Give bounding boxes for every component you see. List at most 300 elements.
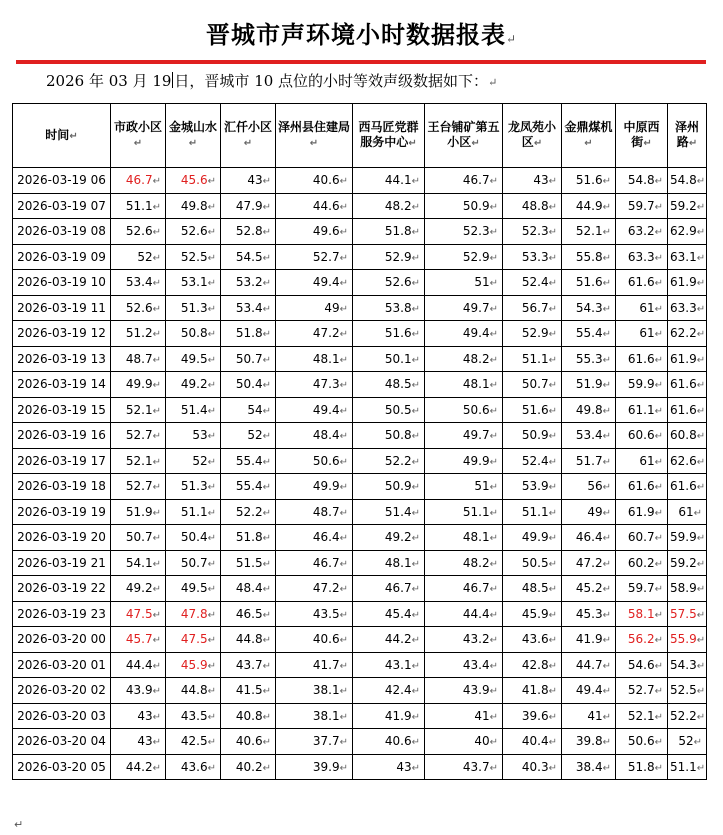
value-text: 49.2	[384, 530, 412, 545]
value-text: 50.9	[384, 479, 412, 494]
value-text: 49	[587, 504, 603, 519]
value-text: 52.1	[125, 402, 153, 417]
value-text: 55.9	[670, 632, 697, 647]
value-text: 45.7	[125, 632, 153, 647]
cell-mark-icon: ↵	[489, 737, 498, 749]
value-text: 44.8	[180, 683, 208, 698]
value-text: 52.6	[180, 224, 208, 239]
value-text: 51	[474, 479, 490, 494]
cell-mark-icon: ↵	[207, 405, 216, 417]
value-text: 51.1	[670, 759, 697, 774]
value-text: 52.7	[312, 249, 340, 264]
cell-mark-icon: ↵	[262, 762, 271, 774]
value-text: 45.3	[575, 606, 603, 621]
column-header-label: 西马匠党群服务中心	[358, 120, 419, 149]
cell-mark-icon: ↵	[548, 507, 557, 519]
value-text: 49.9	[462, 453, 490, 468]
cell-mark-icon: ↵	[207, 278, 216, 290]
value-cell	[425, 754, 503, 780]
value-text: 50.5	[384, 402, 412, 417]
value-text: 51.1	[462, 504, 490, 519]
value-text: 43.1	[384, 657, 412, 672]
value-text: 63.3	[670, 300, 697, 315]
value-text: 55.8	[575, 249, 603, 264]
value-cell	[276, 601, 353, 627]
value-text: 43	[137, 734, 153, 749]
cell-mark-icon: ↵	[411, 201, 420, 213]
cell-mark-icon: ↵	[602, 660, 611, 672]
cell-mark-icon: ↵	[339, 405, 348, 417]
value-cell	[503, 295, 562, 321]
value-cell	[562, 448, 616, 474]
value-text: 43.7	[235, 657, 263, 672]
table-row	[13, 372, 707, 398]
value-cell	[111, 576, 166, 602]
value-text: 54.8	[670, 173, 697, 188]
value-cell	[616, 372, 668, 398]
value-cell	[166, 525, 221, 551]
value-cell	[562, 397, 616, 423]
value-text: 48.4	[312, 428, 340, 443]
cell-mark-icon: ↵	[489, 660, 498, 672]
value-cell	[503, 729, 562, 755]
value-cell	[111, 525, 166, 551]
column-header	[13, 104, 111, 168]
cell-mark-icon: ↵	[152, 380, 161, 392]
value-text: 51.9	[125, 504, 153, 519]
value-cell	[668, 525, 707, 551]
value-cell	[503, 397, 562, 423]
cell-mark-icon: ↵	[696, 227, 706, 239]
table-row	[13, 652, 707, 678]
cell-mark-icon: ↵	[602, 456, 611, 468]
time-cell: 2026-03-19 20	[13, 525, 111, 551]
value-cell	[111, 474, 166, 500]
cell-mark-icon: ↵	[489, 278, 498, 290]
table-row	[13, 270, 707, 296]
value-cell	[425, 295, 503, 321]
cell-mark-icon: ↵	[207, 201, 216, 213]
value-text: 51.8	[235, 326, 263, 341]
cell-mark-icon: ↵	[339, 380, 348, 392]
cell-mark-icon: ↵	[602, 482, 611, 494]
value-text: 54.3	[575, 300, 603, 315]
cell-mark-icon: ↵	[654, 507, 663, 519]
value-text: 51.3	[180, 300, 208, 315]
cell-mark-icon: ↵	[309, 138, 319, 149]
value-text: 61.6	[670, 402, 697, 417]
cell-mark-icon: ↵	[489, 354, 498, 366]
value-text: 52.9	[521, 326, 549, 341]
cell-mark-icon: ↵	[339, 431, 348, 443]
value-text: 46.7	[462, 581, 490, 596]
cell-mark-icon: ↵	[411, 354, 420, 366]
cell-mark-icon: ↵	[548, 431, 557, 443]
value-text: 48.2	[384, 198, 412, 213]
cell-mark-icon: ↵	[654, 405, 663, 417]
cell-mark-icon: ↵	[262, 711, 271, 723]
cell-mark-icon: ↵	[602, 227, 611, 239]
value-cell	[668, 168, 707, 194]
value-cell	[668, 321, 707, 347]
value-text: 48.1	[384, 555, 412, 570]
value-cell	[166, 652, 221, 678]
cell-mark-icon: ↵	[339, 482, 348, 494]
value-text: 63.2	[627, 224, 655, 239]
value-cell	[111, 423, 166, 449]
value-text: 62.2	[670, 326, 697, 341]
column-header-label: 中原西街	[623, 120, 660, 149]
cell-mark-icon: ↵	[339, 533, 348, 545]
cell-mark-icon: ↵	[207, 711, 216, 723]
value-text: 50.8	[384, 428, 412, 443]
value-cell	[616, 754, 668, 780]
value-text: 61.6	[627, 479, 655, 494]
value-cell	[111, 550, 166, 576]
value-cell	[221, 601, 276, 627]
cell-mark-icon: ↵	[411, 252, 420, 264]
value-text: 61	[639, 326, 655, 341]
cell-mark-icon: ↵	[548, 227, 557, 239]
cell-mark-icon: ↵	[548, 533, 557, 545]
value-text: 50.9	[521, 428, 549, 443]
value-text: 53	[192, 428, 208, 443]
cell-mark-icon: ↵	[207, 609, 216, 621]
cell-mark-icon: ↵	[339, 354, 348, 366]
value-text: 52.3	[521, 224, 549, 239]
value-cell	[503, 525, 562, 551]
cell-mark-icon: ↵	[489, 711, 498, 723]
value-text: 39.9	[312, 759, 340, 774]
cell-mark-icon: ↵	[69, 130, 78, 142]
value-cell	[166, 346, 221, 372]
value-text: 41.5	[235, 683, 263, 698]
value-text: 44.4	[125, 657, 153, 672]
cell-mark-icon: ↵	[339, 507, 348, 519]
cell-mark-icon: ↵	[207, 660, 216, 672]
value-cell	[276, 397, 353, 423]
value-text: 48.5	[384, 377, 412, 392]
value-text: 49.2	[180, 377, 208, 392]
value-cell	[425, 448, 503, 474]
value-cell	[562, 168, 616, 194]
cell-mark-icon: ↵	[207, 380, 216, 392]
cell-mark-icon: ↵	[654, 380, 663, 392]
value-cell	[166, 244, 221, 270]
value-text: 49.8	[575, 402, 603, 417]
value-cell	[503, 270, 562, 296]
value-cell	[166, 576, 221, 602]
value-cell	[353, 525, 425, 551]
cell-mark-icon: ↵	[262, 405, 271, 417]
value-text: 49.7	[462, 300, 490, 315]
column-header-label: 泽州县住建局	[278, 120, 351, 134]
column-header	[221, 104, 276, 168]
cell-mark-icon: ↵	[654, 660, 663, 672]
cell-mark-icon: ↵	[152, 303, 161, 315]
cell-mark-icon: ↵	[207, 686, 216, 698]
cell-mark-icon: ↵	[207, 737, 216, 749]
value-text: 53.8	[384, 300, 412, 315]
cell-mark-icon: ↵	[339, 456, 348, 468]
cell-mark-icon: ↵	[548, 482, 557, 494]
value-cell	[616, 448, 668, 474]
cell-mark-icon: ↵	[411, 482, 420, 494]
value-cell	[276, 168, 353, 194]
subtitle-text: 日，晋城市 10 点位的小时等效声级数据如下：	[174, 72, 489, 90]
value-cell	[668, 550, 707, 576]
value-text: 51.6	[521, 402, 549, 417]
value-text: 39.8	[575, 734, 603, 749]
value-text: 63.3	[627, 249, 655, 264]
cell-mark-icon: ↵	[696, 558, 706, 570]
value-text: 45.2	[575, 581, 603, 596]
cell-mark-icon: ↵	[411, 609, 420, 621]
value-text: 52.1	[627, 708, 655, 723]
value-cell	[166, 601, 221, 627]
value-cell	[353, 168, 425, 194]
cell-mark-icon: ↵	[411, 507, 420, 519]
cell-mark-icon: ↵	[548, 660, 557, 672]
cell-mark-icon: ↵	[489, 456, 498, 468]
column-header-label: 金城山水	[168, 120, 217, 134]
cell-mark-icon: ↵	[533, 138, 543, 149]
value-cell	[668, 397, 707, 423]
value-text: 45.4	[384, 606, 412, 621]
value-cell	[353, 321, 425, 347]
value-text: 49.4	[312, 402, 340, 417]
cell-mark-icon: ↵	[339, 635, 348, 647]
time-cell: 2026-03-20 00	[13, 627, 111, 653]
value-text: 56.7	[521, 300, 549, 315]
cell-mark-icon: ↵	[152, 533, 161, 545]
value-text: 52.6	[384, 275, 412, 290]
value-text: 47.5	[180, 632, 208, 647]
cell-mark-icon: ↵	[696, 711, 706, 723]
value-text: 51.8	[384, 224, 412, 239]
time-cell: 2026-03-20 04	[13, 729, 111, 755]
value-text: 50.6	[627, 734, 655, 749]
cell-mark-icon: ↵	[654, 482, 663, 494]
cell-mark-icon: ↵	[696, 176, 706, 188]
value-cell	[425, 168, 503, 194]
cell-mark-icon: ↵	[207, 456, 216, 468]
value-text: 54.6	[627, 657, 655, 672]
value-cell	[111, 321, 166, 347]
value-text: 50.4	[180, 530, 208, 545]
cell-mark-icon: ↵	[152, 278, 161, 290]
subtitle-date: 2026 年 03 月 19	[46, 72, 172, 90]
cell-mark-icon: ↵	[489, 482, 498, 494]
value-cell	[616, 193, 668, 219]
cell-mark-icon: ↵	[602, 584, 611, 596]
value-cell	[503, 321, 562, 347]
value-text: 61.1	[627, 402, 655, 417]
value-cell	[166, 754, 221, 780]
value-text: 52.3	[462, 224, 490, 239]
value-cell	[221, 397, 276, 423]
cell-mark-icon: ↵	[411, 558, 420, 570]
cell-mark-icon: ↵	[548, 303, 557, 315]
cell-mark-icon: ↵	[339, 558, 348, 570]
time-cell: 2026-03-19 10	[13, 270, 111, 296]
cell-mark-icon: ↵	[602, 609, 611, 621]
value-text: 61	[678, 504, 694, 519]
value-text: 50.6	[312, 453, 340, 468]
cell-mark-icon: ↵	[339, 711, 348, 723]
value-text: 47.3	[312, 377, 340, 392]
cell-mark-icon: ↵	[152, 711, 161, 723]
value-cell	[221, 219, 276, 245]
time-cell: 2026-03-19 16	[13, 423, 111, 449]
value-cell	[353, 423, 425, 449]
value-text: 52.7	[627, 683, 655, 698]
value-cell	[562, 627, 616, 653]
value-cell	[425, 193, 503, 219]
value-cell	[562, 652, 616, 678]
value-text: 51.7	[575, 453, 603, 468]
value-text: 46.7	[462, 173, 490, 188]
value-text: 51.1	[180, 504, 208, 519]
value-cell	[353, 270, 425, 296]
value-text: 46.7	[125, 173, 153, 188]
value-cell	[276, 295, 353, 321]
column-header-label: 龙凤苑小区	[507, 120, 556, 149]
value-text: 61.9	[670, 275, 697, 290]
value-cell	[353, 652, 425, 678]
cell-mark-icon: ↵	[489, 201, 498, 213]
cell-mark-icon: ↵	[696, 686, 706, 698]
report-title	[0, 15, 723, 50]
value-cell	[276, 627, 353, 653]
value-text: 50.9	[462, 198, 490, 213]
value-text: 52.8	[235, 224, 263, 239]
value-cell	[353, 550, 425, 576]
value-cell	[111, 499, 166, 525]
value-text: 43.5	[312, 606, 340, 621]
value-cell	[111, 168, 166, 194]
value-cell	[276, 270, 353, 296]
table-row	[13, 550, 707, 576]
value-cell	[503, 193, 562, 219]
column-header-label: 泽州路	[674, 120, 699, 149]
value-cell	[111, 397, 166, 423]
value-text: 43.4	[462, 657, 490, 672]
value-text: 60.6	[627, 428, 655, 443]
cell-mark-icon: ↵	[339, 762, 348, 774]
cell-mark-icon: ↵	[339, 660, 348, 672]
cell-mark-icon: ↵	[654, 329, 663, 341]
value-text: 61	[639, 300, 655, 315]
value-cell	[668, 754, 707, 780]
cell-mark-icon: ↵	[548, 380, 557, 392]
value-cell	[616, 168, 668, 194]
value-cell	[221, 627, 276, 653]
value-cell	[276, 244, 353, 270]
value-text: 43.5	[180, 708, 208, 723]
value-text: 42.4	[384, 683, 412, 698]
value-text: 62.6	[670, 453, 697, 468]
value-text: 50.1	[384, 351, 412, 366]
value-cell	[221, 754, 276, 780]
cell-mark-icon: ↵	[188, 138, 198, 149]
cell-mark-icon: ↵	[654, 278, 663, 290]
value-cell	[166, 193, 221, 219]
cell-mark-icon: ↵	[489, 329, 498, 341]
paragraph-mark-icon: ↵	[505, 32, 518, 46]
value-text: 44.1	[384, 173, 412, 188]
time-cell: 2026-03-19 22	[13, 576, 111, 602]
value-cell	[353, 193, 425, 219]
column-header-label: 时间	[45, 127, 70, 142]
time-cell: 2026-03-19 19	[13, 499, 111, 525]
cell-mark-icon: ↵	[207, 303, 216, 315]
table-row	[13, 346, 707, 372]
value-cell	[276, 448, 353, 474]
value-text: 61.9	[670, 351, 697, 366]
value-cell	[562, 703, 616, 729]
value-text: 50.7	[235, 351, 263, 366]
value-text: 41	[587, 708, 603, 723]
table-row	[13, 193, 707, 219]
table-row	[13, 474, 707, 500]
cell-mark-icon: ↵	[262, 737, 271, 749]
table-row	[13, 499, 707, 525]
value-text: 52.7	[125, 479, 153, 494]
value-cell	[221, 270, 276, 296]
value-text: 58.9	[670, 581, 697, 596]
time-cell: 2026-03-20 02	[13, 678, 111, 704]
value-cell	[221, 678, 276, 704]
value-text: 44.2	[384, 632, 412, 647]
cell-mark-icon: ↵	[339, 609, 348, 621]
cell-mark-icon: ↵	[207, 354, 216, 366]
value-text: 49.9	[125, 377, 153, 392]
time-cell: 2026-03-19 21	[13, 550, 111, 576]
value-cell	[562, 193, 616, 219]
value-cell	[111, 244, 166, 270]
value-text: 51.3	[180, 479, 208, 494]
value-cell	[353, 678, 425, 704]
cell-mark-icon: ↵	[207, 227, 216, 239]
cell-mark-icon: ↵	[548, 329, 557, 341]
cell-mark-icon: ↵	[693, 737, 702, 749]
cell-mark-icon: ↵	[152, 558, 161, 570]
value-text: 41.9	[384, 708, 412, 723]
value-cell	[353, 219, 425, 245]
value-cell	[276, 703, 353, 729]
value-text: 61.6	[670, 479, 697, 494]
value-text: 61.6	[627, 275, 655, 290]
cell-mark-icon: ↵	[602, 686, 611, 698]
value-cell	[221, 525, 276, 551]
value-cell	[276, 372, 353, 398]
cell-mark-icon: ↵	[152, 329, 161, 341]
value-cell	[276, 729, 353, 755]
cell-mark-icon: ↵	[548, 711, 557, 723]
cell-mark-icon: ↵	[262, 533, 271, 545]
cell-mark-icon: ↵	[262, 482, 271, 494]
value-cell	[425, 627, 503, 653]
cell-mark-icon: ↵	[602, 635, 611, 647]
value-text: 47.2	[312, 581, 340, 596]
cell-mark-icon: ↵	[411, 176, 420, 188]
value-text: 42.5	[180, 734, 208, 749]
value-cell	[353, 576, 425, 602]
value-text: 54.5	[235, 249, 263, 264]
table-body	[13, 168, 707, 780]
cell-mark-icon: ↵	[207, 635, 216, 647]
